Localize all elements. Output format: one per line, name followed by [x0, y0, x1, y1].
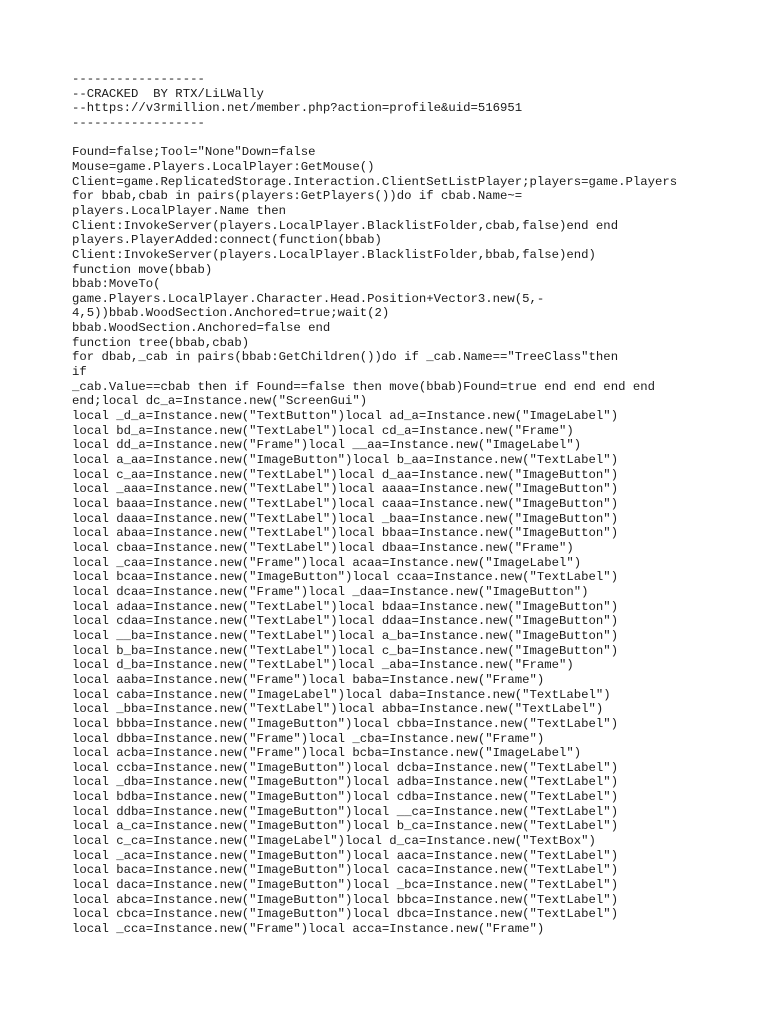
code-line: local abca=Instance.new("ImageButton")local bbca=Instance.new("TextLabel") [72, 892, 619, 907]
code-line: --https://v3rmillion.net/member.php?action=profile&uid=516951 [72, 101, 523, 116]
code-line: local bbba=Instance.new("ImageButton")local cbba=Instance.new("TextLabel") [72, 716, 619, 731]
code-line: game.Players.LocalPlayer.Character.Head.Position+Vector3.new(5,- [72, 291, 545, 306]
code-line: local adaa=Instance.new("TextLabel")local bdaa=Instance.new("ImageButton") [72, 599, 619, 614]
code-line: local _aca=Instance.new("ImageButton")local aaca=Instance.new("TextLabel") [72, 848, 619, 863]
code-line: local a_aa=Instance.new("ImageButton")local b_aa=Instance.new("TextLabel") [72, 453, 619, 468]
code-line: local bcaa=Instance.new("ImageButton")local ccaa=Instance.new("TextLabel") [72, 570, 619, 585]
code-line: local cbaa=Instance.new("TextLabel")local dbaa=Instance.new("Frame") [72, 540, 574, 555]
code-line: local a_ca=Instance.new("ImageButton")local b_ca=Instance.new("TextLabel") [72, 819, 619, 834]
code-line: players.LocalPlayer.Name then [72, 203, 287, 218]
code-line: ------------------ [72, 115, 205, 130]
code-line: for bbab,cbab in pairs(players:GetPlayers())do if cbab.Name~= [72, 189, 523, 204]
code-line: local ddba=Instance.new("ImageButton")local __ca=Instance.new("TextLabel") [72, 804, 619, 819]
code-line: local _dba=Instance.new("ImageButton")local adba=Instance.new("TextLabel") [72, 775, 619, 790]
code-line: local dcaa=Instance.new("Frame")local _daa=Instance.new("ImageButton") [72, 584, 589, 599]
code-line: local _aaa=Instance.new("TextLabel")local aaaa=Instance.new("ImageButton") [72, 482, 619, 497]
code-line: local c_ca=Instance.new("ImageLabel")local d_ca=Instance.new("TextBox") [72, 834, 596, 849]
code-line: function move(bbab) [72, 262, 213, 277]
code-line: local bdba=Instance.new("ImageButton")local cdba=Instance.new("TextLabel") [72, 790, 619, 805]
code-line: local baca=Instance.new("ImageButton")local caca=Instance.new("TextLabel") [72, 863, 619, 878]
code-line: local baaa=Instance.new("TextLabel")local caaa=Instance.new("ImageButton") [72, 497, 619, 512]
code-line: local acba=Instance.new("Frame")local bcba=Instance.new("ImageLabel") [72, 746, 582, 761]
code-line: local __ba=Instance.new("TextLabel")local a_ba=Instance.new("ImageButton") [72, 628, 619, 643]
code-line: local _cca=Instance.new("Frame")local acca=Instance.new("Frame") [72, 922, 545, 937]
code-line: _cab.Value==cbab then if Found==false then move(bbab)Found=true end end end end [72, 379, 655, 394]
code-line [72, 131, 752, 146]
code-line: players.PlayerAdded:connect(function(bbab) [72, 233, 382, 248]
code-line: Found=false;Tool="None"Down=false [72, 145, 316, 160]
code-line: bbab:MoveTo( [72, 277, 161, 292]
code-line: Mouse=game.Players.LocalPlayer:GetMouse() [72, 159, 375, 174]
code-line: Client=game.ReplicatedStorage.Interaction.ClientSetListPlayer;players=game.Players [72, 174, 678, 189]
code-line: function tree(bbab,cbab) [72, 335, 250, 350]
code-line: Client:InvokeServer(players.LocalPlayer.BlacklistFolder,bbab,false)end) [72, 247, 596, 262]
code-line: local c_aa=Instance.new("TextLabel")local d_aa=Instance.new("ImageButton") [72, 467, 619, 482]
code-line: local cdaa=Instance.new("TextLabel")local ddaa=Instance.new("ImageButton") [72, 614, 619, 629]
code-line: Client:InvokeServer(players.LocalPlayer.BlacklistFolder,cbab,false)end end [72, 218, 619, 233]
code-line: ------------------ [72, 72, 205, 86]
code-line: local b_ba=Instance.new("TextLabel")local c_ba=Instance.new("ImageButton") [72, 643, 619, 658]
code-line: local abaa=Instance.new("TextLabel")local bbaa=Instance.new("ImageButton") [72, 526, 619, 541]
code-line: bbab.WoodSection.Anchored=false end [72, 321, 331, 336]
code-line: end;local dc_a=Instance.new("ScreenGui") [72, 394, 368, 409]
code-line: local caba=Instance.new("ImageLabel")local daba=Instance.new("TextLabel") [72, 687, 611, 702]
code-line: --CRACKED BY RTX/LiLWally [72, 86, 264, 101]
code-line: 4,5))bbab.WoodSection.Anchored=true;wait(2) [72, 306, 390, 321]
code-line: local daca=Instance.new("ImageButton")local _bca=Instance.new("TextLabel") [72, 878, 619, 893]
code-line: local cbca=Instance.new("ImageButton")local dbca=Instance.new("TextLabel") [72, 907, 619, 922]
code-line: local dd_a=Instance.new("Frame")local __aa=Instance.new("ImageLabel") [72, 438, 582, 453]
code-line: if [72, 365, 87, 380]
code-line: local bd_a=Instance.new("TextLabel")local cd_a=Instance.new("Frame") [72, 423, 574, 438]
code-document [72, 72, 752, 937]
code-line: local dbba=Instance.new("Frame")local _cba=Instance.new("Frame") [72, 731, 545, 746]
code-line: local aaba=Instance.new("Frame")local baba=Instance.new("Frame") [72, 672, 545, 687]
code-line: for dbab,_cab in pairs(bbab:GetChildren())do if _cab.Name=="TreeClass"then [72, 350, 619, 365]
code-line: local daaa=Instance.new("TextLabel")local _baa=Instance.new("ImageButton") [72, 511, 619, 526]
code-line: local d_ba=Instance.new("TextLabel")local _aba=Instance.new("Frame") [72, 658, 574, 673]
code-line: local _d_a=Instance.new("TextButton")local ad_a=Instance.new("ImageLabel") [72, 409, 619, 424]
code-line: local ccba=Instance.new("ImageButton")local dcba=Instance.new("TextLabel") [72, 760, 619, 775]
code-line: local _caa=Instance.new("Frame")local acaa=Instance.new("ImageLabel") [72, 555, 582, 570]
code-line: local _bba=Instance.new("TextLabel")local abba=Instance.new("TextLabel") [72, 702, 604, 717]
